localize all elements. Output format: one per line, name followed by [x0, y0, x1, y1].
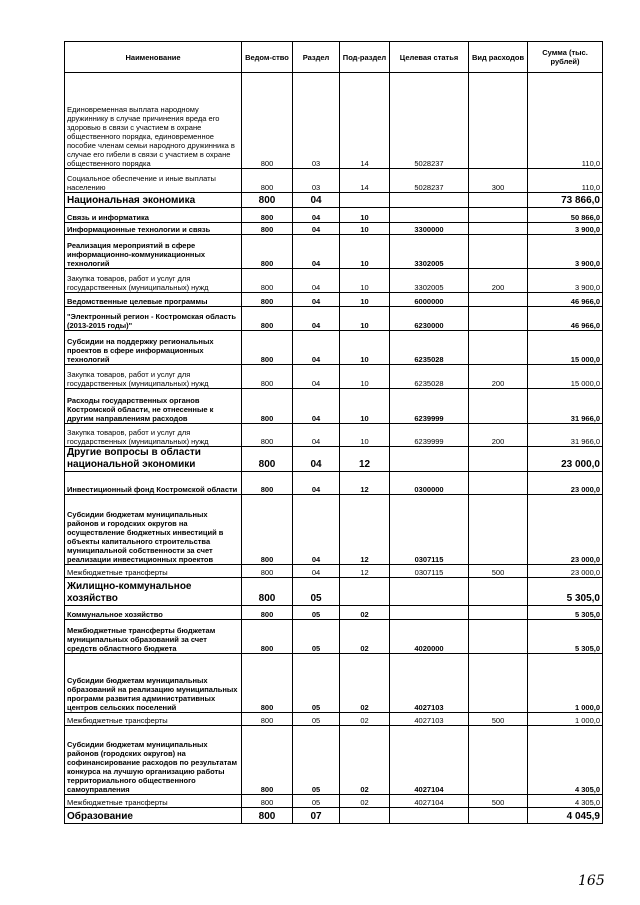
- row-subsection: 12: [340, 447, 390, 472]
- row-ministry: 800: [242, 223, 293, 235]
- row-name: Субсидии бюджетам муниципальных районов (городских округов) на софинансирование расходов по результатам конкурса на лучшую организацию работы территориального общественного самоуправления: [65, 726, 242, 795]
- row-target: 6235028: [390, 365, 469, 389]
- row-section: 04: [293, 193, 340, 208]
- row-name: Закупка товаров, работ и услуг для государственных (муниципальных) нужд: [65, 365, 242, 389]
- row-ministry: 800: [242, 795, 293, 808]
- row-ministry: 800: [242, 565, 293, 578]
- row-ministry: 800: [242, 169, 293, 193]
- row-section: 04: [293, 293, 340, 307]
- row-section: 04: [293, 389, 340, 424]
- budget-table: [64, 41, 603, 824]
- row-expense: 200: [469, 269, 528, 293]
- table-row: [65, 654, 603, 713]
- row-amount: 31 966,0: [528, 389, 603, 424]
- table-header-row: [65, 42, 603, 73]
- row-amount: 23 000,0: [528, 447, 603, 472]
- row-subsection: 10: [340, 293, 390, 307]
- table-row: [65, 713, 603, 726]
- row-expense: [469, 235, 528, 269]
- row-target: 6230000: [390, 307, 469, 331]
- row-amount: 46 966,0: [528, 307, 603, 331]
- row-expense: [469, 331, 528, 365]
- table-row: [65, 193, 603, 208]
- row-subsection: 14: [340, 169, 390, 193]
- row-amount: 1 000,0: [528, 713, 603, 726]
- row-target: 3302005: [390, 269, 469, 293]
- row-section: 04: [293, 208, 340, 223]
- row-expense: [469, 208, 528, 223]
- row-target: 4027103: [390, 654, 469, 713]
- row-ministry: 800: [242, 208, 293, 223]
- table-row: [65, 606, 603, 620]
- row-name: Единовременная выплата народному дружиннику в случае причинения вреда его здоровью в связи с участием в охране общественного порядка, единовременное пособие членам семьи народного дружинника в случае его гибели в связи с участием в охране общественного порядка: [65, 73, 242, 169]
- row-name: Межбюджетные трансферты бюджетам муниципальных образований за счет средств областного бюджета: [65, 620, 242, 654]
- row-amount: 4 305,0: [528, 726, 603, 795]
- row-subsection: 02: [340, 726, 390, 795]
- row-ministry: 800: [242, 193, 293, 208]
- row-amount: 110,0: [528, 73, 603, 169]
- row-name: Коммунальное хозяйство: [65, 606, 242, 620]
- row-amount: 3 900,0: [528, 223, 603, 235]
- row-target: [390, 447, 469, 472]
- row-expense: [469, 606, 528, 620]
- row-subsection: 02: [340, 606, 390, 620]
- row-target: 6000000: [390, 293, 469, 307]
- row-target: 0307115: [390, 495, 469, 565]
- row-expense: [469, 495, 528, 565]
- header-subsection: Под-раздел: [340, 42, 390, 73]
- row-name: Межбюджетные трансферты: [65, 565, 242, 578]
- page-number: 165: [578, 873, 605, 889]
- row-target: [390, 606, 469, 620]
- row-section: 07: [293, 808, 340, 824]
- row-target: [390, 808, 469, 824]
- row-subsection: [340, 578, 390, 606]
- row-name: Субсидии бюджетам муниципальных образований на реализацию муниципальных программ развития административных центров сельских поселений: [65, 654, 242, 713]
- row-amount: 5 305,0: [528, 578, 603, 606]
- row-ministry: 800: [242, 726, 293, 795]
- table-row: [65, 620, 603, 654]
- table-row: [65, 389, 603, 424]
- table-row: [65, 235, 603, 269]
- row-section: 04: [293, 307, 340, 331]
- row-expense: [469, 654, 528, 713]
- row-target: 6239999: [390, 389, 469, 424]
- row-section: 04: [293, 235, 340, 269]
- row-amount: 3 900,0: [528, 235, 603, 269]
- row-subsection: 10: [340, 331, 390, 365]
- row-section: 03: [293, 169, 340, 193]
- row-amount: 4 045,9: [528, 808, 603, 824]
- row-name: "Электронный регион - Костромская область (2013-2015 годы)": [65, 307, 242, 331]
- row-subsection: 10: [340, 223, 390, 235]
- row-section: 04: [293, 223, 340, 235]
- row-ministry: 800: [242, 713, 293, 726]
- row-section: 04: [293, 565, 340, 578]
- table-row: [65, 578, 603, 606]
- row-ministry: 800: [242, 424, 293, 447]
- row-target: 4027104: [390, 726, 469, 795]
- row-ministry: 800: [242, 235, 293, 269]
- table-row: [65, 73, 603, 169]
- table-row: [65, 808, 603, 824]
- row-section: 05: [293, 578, 340, 606]
- header-expense: Вид расходов: [469, 42, 528, 73]
- row-subsection: 02: [340, 795, 390, 808]
- row-ministry: 800: [242, 447, 293, 472]
- row-target: 4027103: [390, 713, 469, 726]
- header-section: Раздел: [293, 42, 340, 73]
- table-row: [65, 307, 603, 331]
- table-row: [65, 495, 603, 565]
- row-target: 0300000: [390, 472, 469, 495]
- row-section: 04: [293, 365, 340, 389]
- row-section: 04: [293, 269, 340, 293]
- row-target: 3302005: [390, 235, 469, 269]
- row-expense: [469, 447, 528, 472]
- row-subsection: 10: [340, 389, 390, 424]
- row-name: Национальная экономика: [65, 193, 242, 208]
- row-expense: 500: [469, 795, 528, 808]
- row-target: 4020000: [390, 620, 469, 654]
- row-name: Субсидии бюджетам муниципальных районов и городских округов на осуществление бюджетных инвестиций в объекты капитального строительства муниципальной собственности за счет реализации инвестиционных проектов: [65, 495, 242, 565]
- row-expense: 300: [469, 169, 528, 193]
- table-row: [65, 424, 603, 447]
- header-amount: Сумма (тыс. рублей): [528, 42, 603, 73]
- row-amount: 5 305,0: [528, 606, 603, 620]
- row-ministry: 800: [242, 307, 293, 331]
- row-ministry: 800: [242, 73, 293, 169]
- row-name: Инвестиционный фонд Костромской области: [65, 472, 242, 495]
- row-expense: [469, 620, 528, 654]
- row-subsection: 12: [340, 565, 390, 578]
- row-name: Информационные технологии и связь: [65, 223, 242, 235]
- row-ministry: 800: [242, 578, 293, 606]
- row-subsection: 12: [340, 495, 390, 565]
- row-section: 05: [293, 654, 340, 713]
- row-expense: [469, 578, 528, 606]
- row-expense: 200: [469, 365, 528, 389]
- row-ministry: 800: [242, 365, 293, 389]
- row-section: 04: [293, 495, 340, 565]
- row-name: Ведомственные целевые программы: [65, 293, 242, 307]
- row-expense: 200: [469, 424, 528, 447]
- row-amount: 110,0: [528, 169, 603, 193]
- row-subsection: 02: [340, 654, 390, 713]
- row-target: [390, 208, 469, 223]
- row-name: Субсидии на поддержку региональных проектов в сфере информационных технологий: [65, 331, 242, 365]
- row-expense: [469, 808, 528, 824]
- row-amount: 15 000,0: [528, 365, 603, 389]
- table-row: [65, 223, 603, 235]
- row-expense: 500: [469, 713, 528, 726]
- row-amount: 15 000,0: [528, 331, 603, 365]
- table-row: [65, 447, 603, 472]
- row-section: 04: [293, 331, 340, 365]
- row-target: 0307115: [390, 565, 469, 578]
- row-name: Межбюджетные трансферты: [65, 713, 242, 726]
- row-amount: 73 866,0: [528, 193, 603, 208]
- row-name: Образование: [65, 808, 242, 824]
- table-row: [65, 795, 603, 808]
- row-expense: [469, 307, 528, 331]
- row-ministry: 800: [242, 620, 293, 654]
- row-subsection: [340, 808, 390, 824]
- table-row: [65, 726, 603, 795]
- row-ministry: 800: [242, 606, 293, 620]
- row-subsection: 10: [340, 235, 390, 269]
- header-name: Наименование: [65, 42, 242, 73]
- row-expense: [469, 472, 528, 495]
- row-ministry: 800: [242, 495, 293, 565]
- table-row: [65, 365, 603, 389]
- header-ministry: Ведом-ство: [242, 42, 293, 73]
- row-name: Закупка товаров, работ и услуг для государственных (муниципальных) нужд: [65, 424, 242, 447]
- row-name: Связь и информатика: [65, 208, 242, 223]
- row-amount: 1 000,0: [528, 654, 603, 713]
- row-expense: [469, 223, 528, 235]
- row-section: 05: [293, 606, 340, 620]
- row-subsection: 10: [340, 208, 390, 223]
- row-expense: [469, 73, 528, 169]
- row-amount: 50 866,0: [528, 208, 603, 223]
- row-name: Межбюджетные трансферты: [65, 795, 242, 808]
- row-target: [390, 578, 469, 606]
- row-target: [390, 193, 469, 208]
- row-section: 05: [293, 620, 340, 654]
- row-name: Расходы государственных органов Костромской области, не отнесенные к другим направлениям расходов: [65, 389, 242, 424]
- row-subsection: 02: [340, 620, 390, 654]
- row-expense: [469, 293, 528, 307]
- table-row: [65, 293, 603, 307]
- row-ministry: 800: [242, 331, 293, 365]
- table-row: [65, 269, 603, 293]
- row-expense: [469, 193, 528, 208]
- row-ministry: 800: [242, 654, 293, 713]
- row-target: 3300000: [390, 223, 469, 235]
- table-row: [65, 169, 603, 193]
- row-ministry: 800: [242, 808, 293, 824]
- row-name: Жилищно-коммунальное хозяйство: [65, 578, 242, 606]
- row-section: 05: [293, 726, 340, 795]
- row-target: 6235028: [390, 331, 469, 365]
- row-subsection: 10: [340, 424, 390, 447]
- row-name: Социальное обеспечение и иные выплаты населению: [65, 169, 242, 193]
- row-ministry: 800: [242, 269, 293, 293]
- header-target: Целевая статья: [390, 42, 469, 73]
- row-name: Другие вопросы в области национальной экономики: [65, 447, 242, 472]
- row-expense: [469, 389, 528, 424]
- row-target: 5028237: [390, 169, 469, 193]
- table-row: [65, 331, 603, 365]
- row-section: 04: [293, 447, 340, 472]
- row-amount: 23 000,0: [528, 565, 603, 578]
- row-target: 6239999: [390, 424, 469, 447]
- row-section: 05: [293, 795, 340, 808]
- row-name: Реализация мероприятий в сфере информационно-коммуникационных технологий: [65, 235, 242, 269]
- row-target: 4027104: [390, 795, 469, 808]
- row-section: 04: [293, 472, 340, 495]
- row-amount: 23 000,0: [528, 495, 603, 565]
- row-subsection: 14: [340, 73, 390, 169]
- row-expense: 500: [469, 565, 528, 578]
- row-amount: 4 305,0: [528, 795, 603, 808]
- row-ministry: 800: [242, 293, 293, 307]
- row-section: 04: [293, 424, 340, 447]
- table-row: [65, 472, 603, 495]
- row-amount: 3 900,0: [528, 269, 603, 293]
- row-subsection: 10: [340, 365, 390, 389]
- row-amount: 46 966,0: [528, 293, 603, 307]
- row-subsection: 12: [340, 472, 390, 495]
- row-amount: 31 966,0: [528, 424, 603, 447]
- row-subsection: 10: [340, 307, 390, 331]
- row-subsection: 02: [340, 713, 390, 726]
- table-row: [65, 565, 603, 578]
- row-ministry: 800: [242, 389, 293, 424]
- row-amount: 23 000,0: [528, 472, 603, 495]
- row-section: 03: [293, 73, 340, 169]
- row-subsection: [340, 193, 390, 208]
- row-amount: 5 305,0: [528, 620, 603, 654]
- row-ministry: 800: [242, 472, 293, 495]
- table-row: [65, 208, 603, 223]
- row-expense: [469, 726, 528, 795]
- row-section: 05: [293, 713, 340, 726]
- row-target: 5028237: [390, 73, 469, 169]
- row-name: Закупка товаров, работ и услуг для государственных (муниципальных) нужд: [65, 269, 242, 293]
- row-subsection: 10: [340, 269, 390, 293]
